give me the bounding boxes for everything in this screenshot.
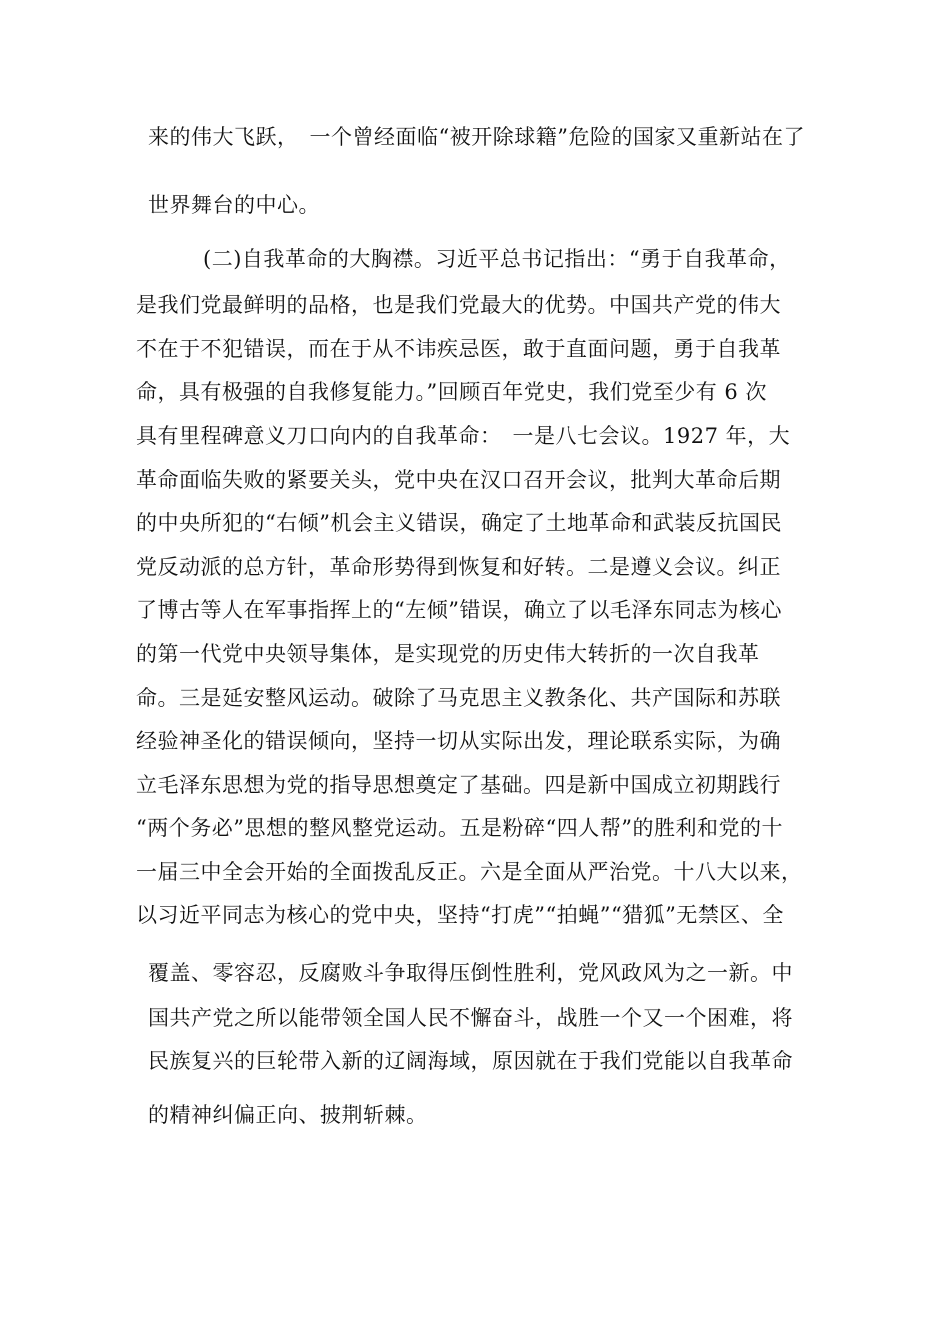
text-line-21: 民族复兴的巨轮带入新的辽阔海域，原因就在于我们党能以自我革命 [148,1049,793,1073]
text-line-20: 国共产党之所以能带领全国人民不懈奋斗，战胜一个又一个困难，将 [148,1006,793,1030]
text-line-18: 以习近平同志为核心的党中央，坚持“打虎”“拍蝇”“猎狐”无禁区、全 [136,903,784,927]
text-line-9: 的中央所犯的“右倾”机会主义错误，确定了土地革命和武装反抗国民 [136,511,782,535]
text-line-13: 命。三是延安整风运动。破除了马克思主义教条化、共产国际和苏联 [136,686,781,710]
text-line-15: 立毛泽东思想为党的指导思想奠定了基础。四是新中国成立初期践行 [136,773,781,797]
text-line-19: 覆盖、零容忍，反腐败斗争取得压倒性胜利，党风政风为之一新。中 [148,961,793,985]
text-line-22: 的精神纠偏正向、披荆斩棘。 [148,1103,428,1127]
text-line-10: 党反动派的总方针，革命形势得到恢复和好转。二是遵义会议。纠正 [136,555,781,579]
text-line-1: 来的伟大飞跃， 一个曾经面临“被开除球籍”危险的国家又重新站在了 [148,125,805,149]
text-line-17: 一届三中全会开始的全面拨乱反正。六是全面从严治党。十八大以来， [136,860,803,884]
text-line-3: (二)自我革命的大胸襟。习近平总书记指出：“勇于自我革命， [203,247,791,271]
text-line-2: 世界舞台的中心。 [148,193,320,217]
text-line-8: 革命面临失败的紧要关头，党中央在汉口召开会议，批判大革命后期 [136,468,781,492]
text-line-16: “两个务必”思想的整风整党运动。五是粉碎“四人帮”的胜利和党的十 [136,816,783,840]
text-line-12: 的第一代党中央领导集体，是实现党的历史伟大转折的一次自我革 [136,642,760,666]
text-line-11: 了博古等人在军事指挥上的“左倾”错误，确立了以毛泽东同志为核心 [136,598,782,622]
text-line-4: 是我们党最鲜明的品格，也是我们党最大的优势。中国共产党的伟大 [136,293,781,317]
text-line-5: 不在于不犯错误，而在于从不讳疾忌医，敢于直面问题，勇于自我革 [136,337,781,361]
text-line-14: 经验神圣化的错误倾向，坚持一切从实际出发，理论联系实际，为确 [136,729,781,753]
text-line-6: 命，具有极强的自我修复能力。”回顾百年党史，我们党至少有 6 次 [136,380,767,404]
text-line-7: 具有里程碑意义刀口向内的自我革命： 一是八七会议。1927 年，大 [136,424,791,448]
